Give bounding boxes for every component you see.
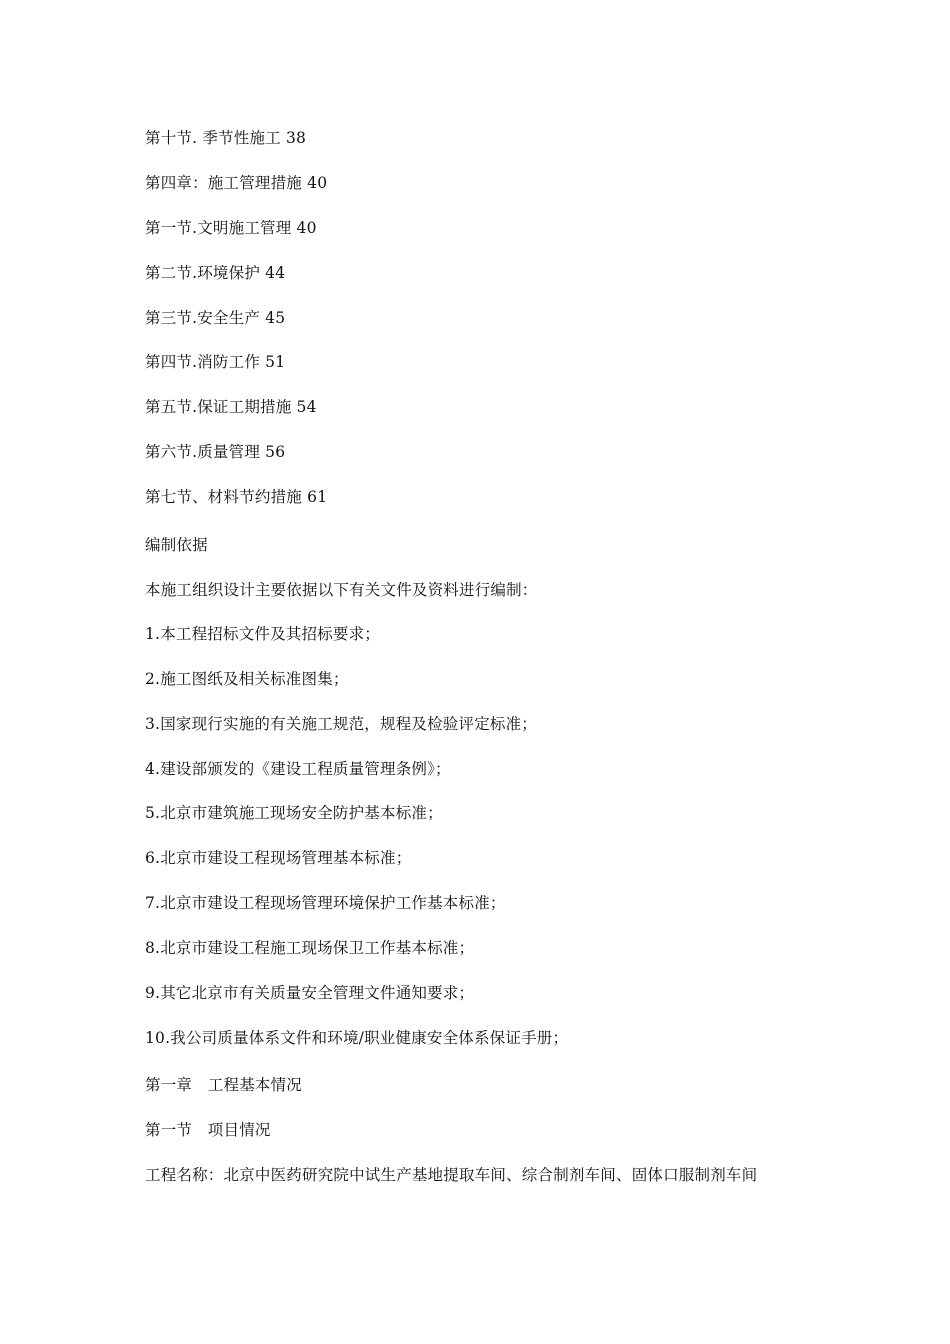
list-item: 10.我公司质量体系文件和环境/职业健康安全体系保证手册；	[145, 1029, 569, 1047]
toc-item: 第三节.安全生产 45	[145, 309, 286, 327]
list-item: 7.北京市建设工程现场管理环境保护工作基本标准；	[145, 894, 506, 912]
toc-item: 第六节.质量管理 56	[145, 443, 286, 461]
toc-item: 第五节.保证工期措施 54	[145, 398, 317, 416]
toc-item: 第二节.环境保护 44	[145, 264, 286, 282]
list-item: 2.施工图纸及相关标准图集；	[145, 670, 349, 688]
list-item: 9.其它北京市有关质量安全管理文件通知要求；	[145, 984, 475, 1002]
toc-item: 第四章：施工管理措施 40	[145, 174, 328, 192]
list-item: 5.北京市建筑施工现场安全防护基本标准；	[145, 804, 443, 822]
paragraph: 工程名称：北京中医药研究院中试生产基地提取车间、综合制剂车间、固体口服制剂车间	[145, 1166, 758, 1184]
section-title: 第一节 项目情况	[145, 1121, 271, 1139]
toc-item: 第一节.文明施工管理 40	[145, 219, 317, 237]
section-heading: 编制依据	[145, 536, 208, 554]
list-item: 1.本工程招标文件及其招标要求；	[145, 625, 380, 643]
toc-item: 第四节.消防工作 51	[145, 353, 286, 371]
list-item: 4.建设部颁发的《建设工程质量管理条例》；	[145, 760, 451, 778]
toc-item: 第十节. 季节性施工 38	[145, 129, 307, 147]
list-item: 3.国家现行实施的有关施工规范，规程及检验评定标准；	[145, 715, 537, 733]
chapter-title: 第一章 工程基本情况	[145, 1076, 303, 1094]
paragraph: 本施工组织设计主要依据以下有关文件及资料进行编制：	[145, 581, 538, 599]
list-item: 6.北京市建设工程现场管理基本标准；	[145, 849, 412, 867]
toc-item: 第七节、材料节约措施 61	[145, 488, 328, 506]
list-item: 8.北京市建设工程施工现场保卫工作基本标准；	[145, 939, 475, 957]
